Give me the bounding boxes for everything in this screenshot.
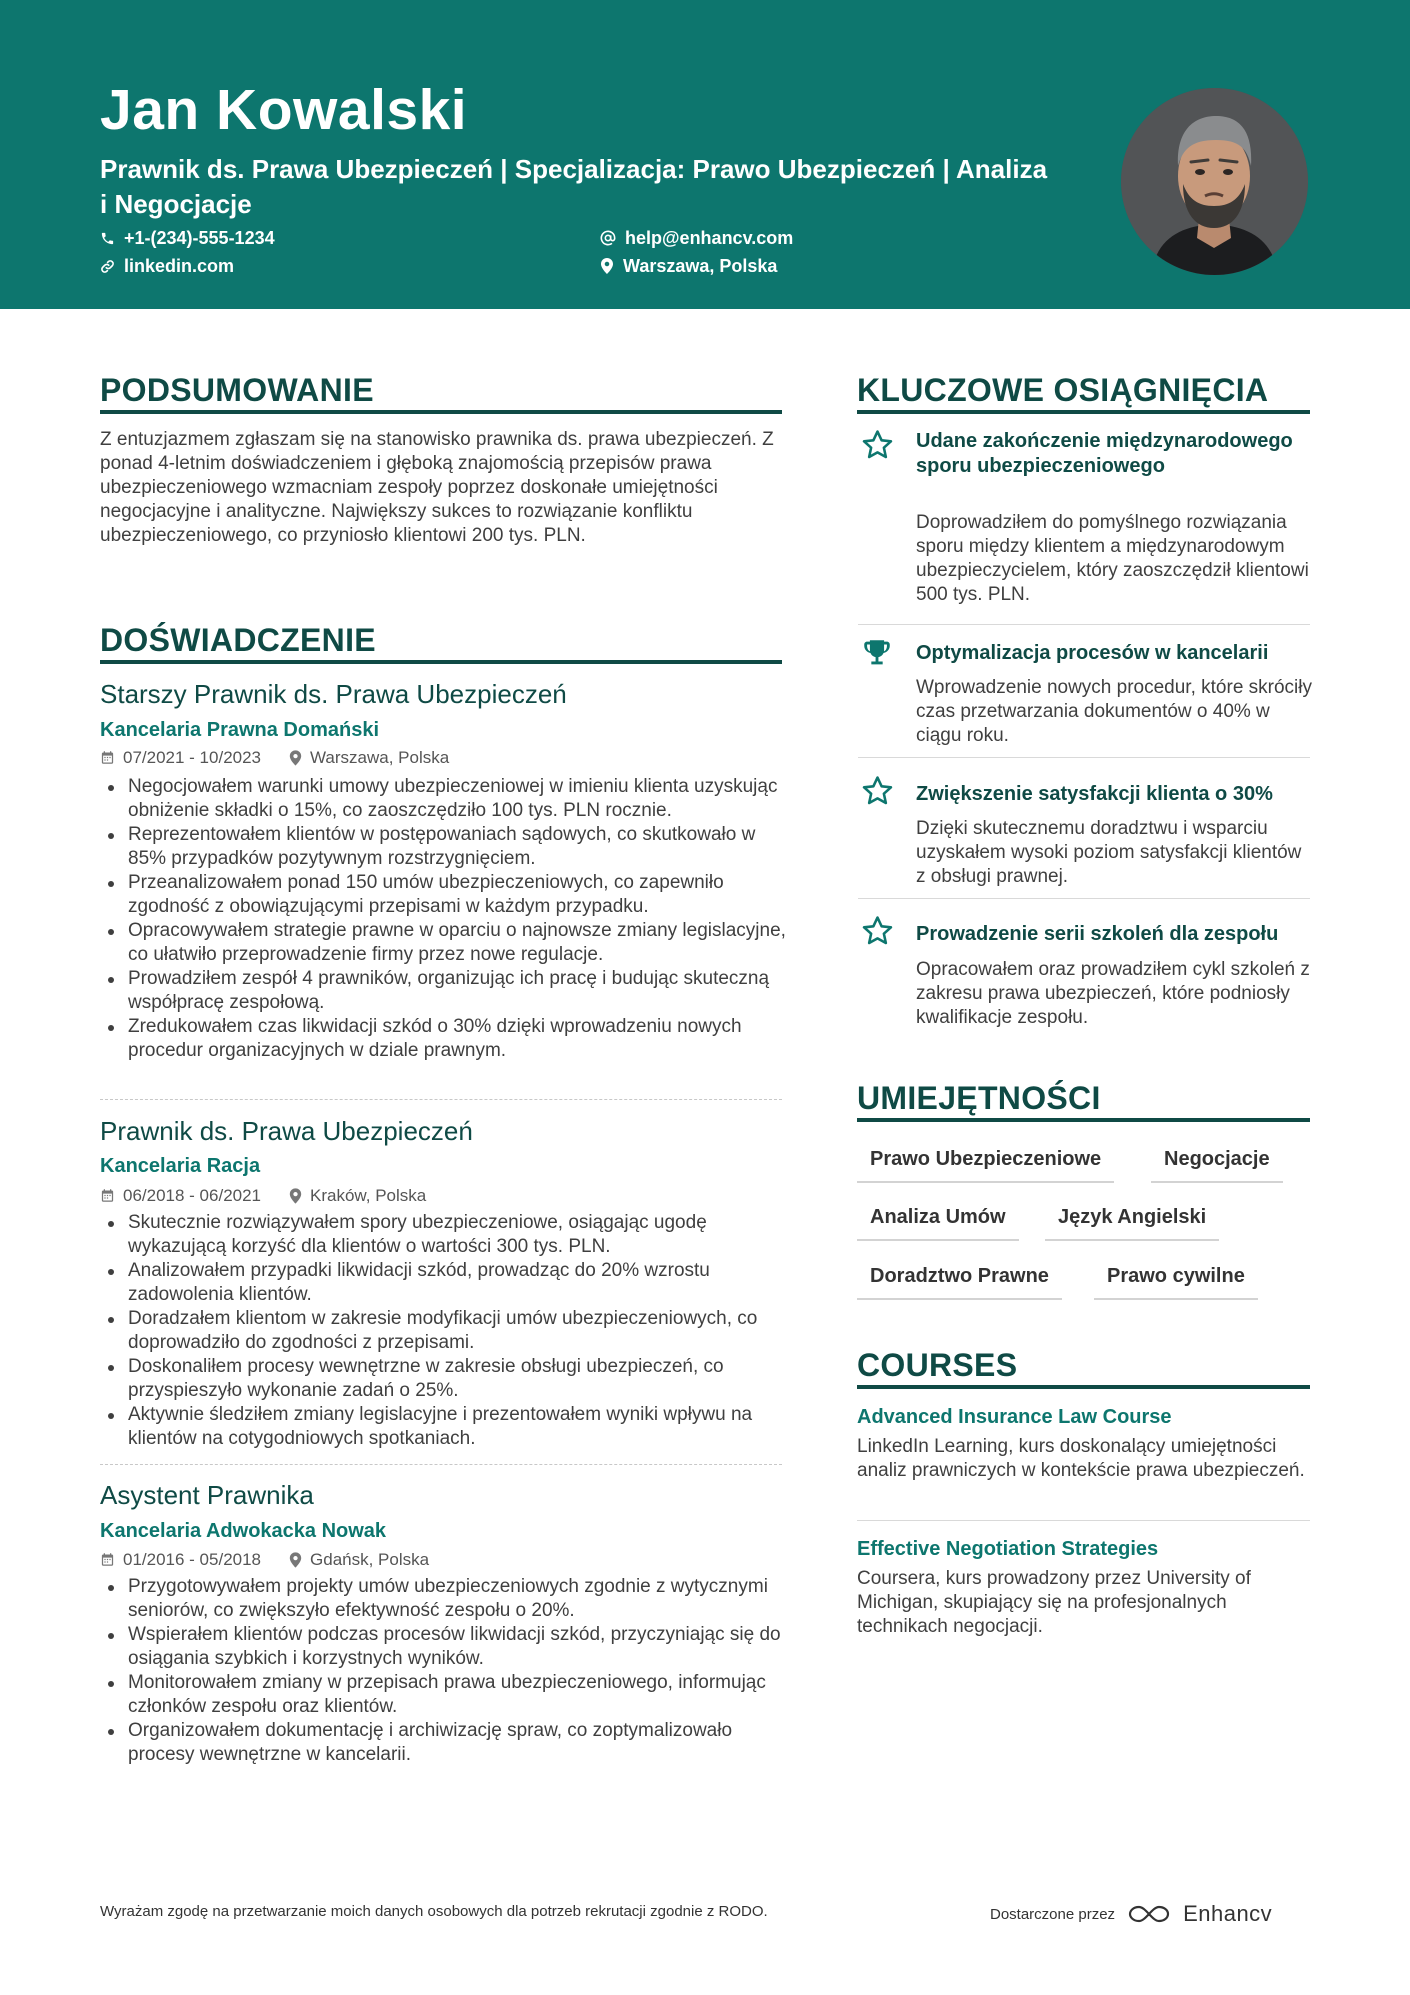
bullet-item: Skutecznie rozwiązywałem spory ubezpieczeniowe, osiągając ugodę wykazującą korzyść dla klientów o wartości 300 tys. PLN. <box>100 1211 790 1259</box>
skill-tag: Negocjacje <box>1151 1149 1283 1183</box>
skills-rule <box>857 1118 1310 1122</box>
bullet-item: Organizowałem dokumentację i archiwizację spraw, co zoptymalizowało procesy wewnętrzne w kancelarii. <box>100 1719 790 1767</box>
at-icon <box>600 230 616 246</box>
achievements-rule <box>857 410 1310 414</box>
location-pin-icon <box>289 750 302 766</box>
contact-email[interactable] <box>600 229 793 247</box>
summary-text: Z entuzjazmem zgłaszam się na stanowisko prawnika ds. prawa ubezpieczeń. Z ponad 4-letnim doświadczeniem i głęboką znajomością przepisów prawa ubezpieczeniowego wzmacniam zespoły poprzez doskonałe umiejętności negocjacyjne i analityczne. Największy sukces to rozwiązanie konfliktu ubezpieczeniowego, co przyniosło klientowi 200 tys. PLN. <box>100 429 774 546</box>
job-divider <box>100 1099 782 1100</box>
gdpr-consent: Wyrażam zgodę na przetwarzanie moich danych osobowych dla potrzeb rekrutacji zgodnie z RODO. <box>100 1903 768 1920</box>
job-location <box>289 749 449 766</box>
achievement-title: Zwiększenie satysfakcji klienta o 30% <box>916 783 1273 805</box>
bullet-item: Wspierałem klientów podczas procesów likwidacji szkód, przyczyniając się do osiągania szybkich i korzystnych wyników. <box>100 1623 790 1671</box>
job-title: Asystent Prawnika <box>100 1480 314 1510</box>
bullet-item: Zredukowałem czas likwidacji szkód o 30% dzięki wprowadzeniu nowych procedur organizacyjnych w dziale prawnym. <box>100 1015 790 1063</box>
star-icon <box>860 428 895 462</box>
job-company: Kancelaria Racja <box>100 1155 261 1177</box>
linkedin-text: linkedin.com <box>124 256 235 276</box>
job-bullets <box>100 1575 790 1767</box>
phone-icon <box>100 231 115 246</box>
achievement-desc: Wprowadzenie nowych procedur, które skróciły czas przetwarzania dokumentów o 40% w ciągu roku. <box>916 677 1313 746</box>
skill-tag: Analiza Umów <box>857 1207 1019 1241</box>
job-meta <box>100 1551 429 1568</box>
bullet-item: Reprezentowałem klientów w postępowaniach sądowych, co skutkowało w 85% przypadków pozytywnym rozstrzygnięciem. <box>100 823 790 871</box>
achievement-title: Prowadzenie serii szkoleń dla zespołu <box>916 923 1279 945</box>
course-desc: Coursera, kurs prowadzony przez University of Michigan, skupiający się na profesjonalnych technikach negocjacji. <box>857 1568 1251 1637</box>
job-title: Starszy Prawnik ds. Prawa Ubezpieczeń <box>100 679 567 709</box>
skills-heading: UMIEJĘTNOŚCI <box>857 1080 1101 1116</box>
resume-header <box>0 0 1410 309</box>
achievements-heading: KLUCZOWE OSIĄGNIĘCIA <box>857 372 1269 408</box>
job-dates: 07/2021 - 10/2023 <box>123 748 262 767</box>
contact-linkedin[interactable] <box>100 257 234 275</box>
job-bullets <box>100 1211 790 1451</box>
contact-phone[interactable] <box>100 229 275 247</box>
candidate-headline: Prawnik ds. Prawa Ubezpieczeń | Specjalizacja: Prawo Ubezpieczeń | Analiza i Negocjacje <box>100 154 1048 219</box>
achievement-divider <box>858 624 1310 625</box>
job-dates: 06/2018 - 06/2021 <box>123 1186 262 1205</box>
skill-tag: Doradztwo Prawne <box>857 1266 1062 1300</box>
calendar-icon <box>100 1188 115 1203</box>
bullet-item: Doskonaliłem procesy wewnętrzne w zakresie obsługi ubezpieczeń, co przyspieszyło wykonanie zadań o 25%. <box>100 1355 790 1403</box>
course-title: Effective Negotiation Strategies <box>857 1538 1159 1560</box>
job-meta <box>100 1187 426 1204</box>
location-text: Warszawa, Polska <box>623 256 778 276</box>
bullet-item: Przygotowywałem projekty umów ubezpieczeniowych zgodnie z wytycznymi seniorów, co zwiększyło efektywność zespołu o 20%. <box>100 1575 790 1623</box>
star-icon <box>860 914 895 948</box>
experience-heading: DOŚWIADCZENIE <box>100 622 376 658</box>
bullet-item: Monitorowałem zmiany w przepisach prawa ubezpieczeniowego, informując członków zespołu oraz klientów. <box>100 1671 790 1719</box>
experience-rule <box>100 660 782 664</box>
email-text: help@enhancv.com <box>625 228 794 248</box>
course-divider <box>857 1520 1310 1521</box>
summary-heading: PODSUMOWANIE <box>100 372 374 408</box>
job-meta <box>100 749 449 766</box>
achievement-divider <box>858 898 1310 899</box>
summary-rule <box>100 410 782 414</box>
contact-location <box>600 257 777 275</box>
skill-tag: Język Angielski <box>1045 1207 1219 1241</box>
job-location-text: Gdańsk, Polska <box>310 1550 430 1569</box>
enhancv-brand: Enhancv <box>1183 1901 1273 1926</box>
job-bullets <box>100 775 790 1063</box>
courses-heading: COURSES <box>857 1347 1018 1383</box>
powered-by-label: Dostarczone przez <box>990 1905 1116 1923</box>
calendar-icon <box>100 750 115 765</box>
job-company: Kancelaria Prawna Domański <box>100 719 380 741</box>
achievement-desc: Opracowałem oraz prowadziłem cykl szkoleń z zakresu prawa ubezpieczeń, które podniosły kwalifikacje zespołu. <box>916 959 1310 1028</box>
courses-rule <box>857 1385 1310 1389</box>
link-icon <box>100 259 115 274</box>
job-location <box>289 1187 426 1204</box>
job-location <box>289 1551 429 1568</box>
achievement-divider <box>858 757 1310 758</box>
location-pin-icon <box>289 1552 302 1568</box>
skill-tag: Prawo cywilne <box>1094 1266 1258 1300</box>
calendar-icon <box>100 1552 115 1567</box>
job-dates: 01/2016 - 05/2018 <box>123 1550 262 1569</box>
bullet-item: Aktywnie śledziłem zmiany legislacyjne i prezentowałem wyniki wpływu na klientów na cotygodniowych spotkaniach. <box>100 1403 790 1451</box>
achievement-desc: Dzięki skutecznemu doradztwu i wsparciu uzyskałem wysoki poziom satysfakcji klientów z obsługi prawnej. <box>916 818 1302 887</box>
bullet-item: Przeanalizowałem ponad 150 umów ubezpieczeniowych, co zapewniło zgodność z obowiązującymi przepisami w każdym przypadku. <box>100 871 790 919</box>
star-icon <box>860 774 895 808</box>
powered-by[interactable] <box>990 1901 1272 1927</box>
bullet-item: Analizowałem przypadki likwidacji szkód, prowadząc do 20% wzrostu zadowolenia klientów. <box>100 1259 790 1307</box>
job-divider <box>100 1464 782 1465</box>
job-location-text: Kraków, Polska <box>310 1186 427 1205</box>
profile-photo <box>1121 88 1308 275</box>
job-title: Prawnik ds. Prawa Ubezpieczeń <box>100 1116 473 1146</box>
job-company: Kancelaria Adwokacka Nowak <box>100 1520 387 1542</box>
achievement-title: Udane zakończenie międzynarodowego sporu ubezpieczeniowego <box>916 430 1293 477</box>
job-location-text: Warszawa, Polska <box>310 748 450 767</box>
skill-tag: Prawo Ubezpieczeniowe <box>857 1149 1114 1183</box>
location-pin-icon <box>289 1188 302 1204</box>
bullet-item: Doradzałem klientom w zakresie modyfikacji umów ubezpieczeniowych, co doprowadziło do zgodności z przepisami. <box>100 1307 790 1355</box>
candidate-name: Jan Kowalski <box>100 78 468 142</box>
course-desc: LinkedIn Learning, kurs doskonalący umiejętności analiz prawniczych w kontekście prawa ubezpieczeń. <box>857 1436 1305 1481</box>
course-title: Advanced Insurance Law Course <box>857 1406 1172 1428</box>
location-pin-icon <box>600 258 614 274</box>
bullet-item: Opracowywałem strategie prawne w oparciu o najnowsze zmiany legislacyjne, co ułatwiło przeprowadzenie firmy przez nowe regulacje. <box>100 919 790 967</box>
bullet-item: Prowadziłem zespół 4 prawników, organizując ich pracę i budując skuteczną współpracę zespołową. <box>100 967 790 1015</box>
trophy-icon <box>860 636 894 670</box>
enhancv-logo-icon <box>1127 1903 1171 1925</box>
achievement-desc: Doprowadziłem do pomyślnego rozwiązania sporu między klientem a międzynarodowym ubezpieczycielem, który zaoszczędził klientowi 500 tys. PLN. <box>916 512 1309 605</box>
achievement-title: Optymalizacja procesów w kancelarii <box>916 642 1269 664</box>
bullet-item: Negocjowałem warunki umowy ubezpieczeniowej w imieniu klienta uzyskując obniżenie składki o 15%, co zaoszczędziło 100 tys. PLN rocznie. <box>100 775 790 823</box>
phone-text: +1-(234)-555-1234 <box>124 228 275 248</box>
